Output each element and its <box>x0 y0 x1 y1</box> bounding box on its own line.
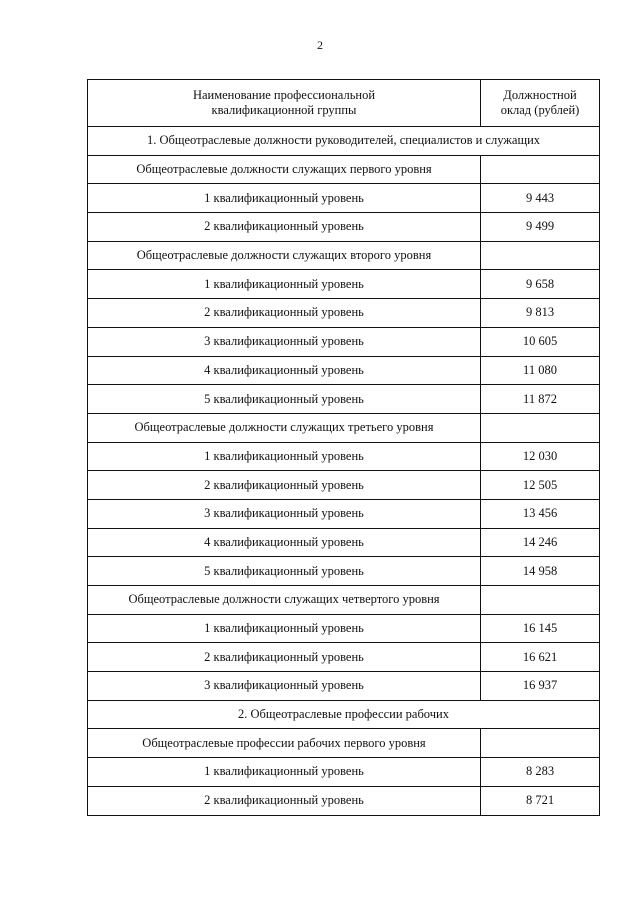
level-name: 2 квалификационный уровень <box>88 471 481 500</box>
group-salary-empty <box>481 241 600 270</box>
header-group-name <box>88 80 481 127</box>
group-salary-empty <box>481 586 600 615</box>
header-salary-line2: оклад (рублей) <box>500 103 580 117</box>
level-salary: 14 958 <box>481 557 600 586</box>
level-name: 3 квалификационный уровень <box>88 327 481 356</box>
salary-table-body <box>88 80 600 816</box>
level-name: 1 квалификационный уровень <box>88 442 481 471</box>
group-row <box>88 586 600 615</box>
group-title: Общеотраслевые должности служащих первого уровня <box>88 155 481 184</box>
salary-table <box>87 79 600 816</box>
group-row <box>88 413 600 442</box>
level-row <box>88 213 600 242</box>
section-row <box>88 700 600 729</box>
header-group-line2: квалификационной группы <box>211 103 357 117</box>
level-row <box>88 643 600 672</box>
section-title: 1. Общеотраслевые должности руководителей, специалистов и служащих <box>88 127 600 156</box>
level-row <box>88 786 600 815</box>
level-salary: 12 505 <box>481 471 600 500</box>
level-name: 1 квалификационный уровень <box>88 758 481 787</box>
level-salary: 16 937 <box>481 672 600 701</box>
level-row <box>88 614 600 643</box>
level-row <box>88 499 600 528</box>
section-title: 2. Общеотраслевые профессии рабочих <box>88 700 600 729</box>
table-header-row <box>88 80 600 127</box>
section-row <box>88 127 600 156</box>
level-salary: 9 443 <box>481 184 600 213</box>
level-name: 4 квалификационный уровень <box>88 356 481 385</box>
level-row <box>88 356 600 385</box>
level-salary: 13 456 <box>481 499 600 528</box>
level-name: 2 квалификационный уровень <box>88 786 481 815</box>
header-salary <box>481 80 600 127</box>
group-title: Общеотраслевые должности служащих четвертого уровня <box>88 586 481 615</box>
level-row <box>88 672 600 701</box>
group-title: Общеотраслевые должности служащих второго уровня <box>88 241 481 270</box>
header-salary-line1: Должностной <box>503 88 577 102</box>
level-name: 5 квалификационный уровень <box>88 385 481 414</box>
header-group-line1: Наименование профессиональной <box>192 88 376 102</box>
level-name: 1 квалификационный уровень <box>88 184 481 213</box>
level-name: 3 квалификационный уровень <box>88 672 481 701</box>
group-salary-empty <box>481 155 600 184</box>
level-row <box>88 471 600 500</box>
level-row <box>88 270 600 299</box>
level-row <box>88 299 600 328</box>
level-name: 1 квалификационный уровень <box>88 270 481 299</box>
level-name: 2 квалификационный уровень <box>88 299 481 328</box>
level-salary: 12 030 <box>481 442 600 471</box>
group-salary-empty <box>481 729 600 758</box>
level-salary: 9 658 <box>481 270 600 299</box>
level-salary: 14 246 <box>481 528 600 557</box>
level-salary: 16 145 <box>481 614 600 643</box>
group-title: Общеотраслевые профессии рабочих первого уровня <box>88 729 481 758</box>
level-name: 4 квалификационный уровень <box>88 528 481 557</box>
level-row <box>88 385 600 414</box>
level-name: 3 квалификационный уровень <box>88 499 481 528</box>
level-row <box>88 327 600 356</box>
level-row <box>88 557 600 586</box>
level-row <box>88 442 600 471</box>
level-salary: 11 080 <box>481 356 600 385</box>
level-salary: 8 283 <box>481 758 600 787</box>
level-salary: 8 721 <box>481 786 600 815</box>
level-salary: 11 872 <box>481 385 600 414</box>
group-title: Общеотраслевые должности служащих третьего уровня <box>88 413 481 442</box>
level-salary: 16 621 <box>481 643 600 672</box>
group-salary-empty <box>481 413 600 442</box>
group-row <box>88 155 600 184</box>
level-salary: 10 605 <box>481 327 600 356</box>
level-name: 2 квалификационный уровень <box>88 643 481 672</box>
level-row <box>88 758 600 787</box>
level-name: 1 квалификационный уровень <box>88 614 481 643</box>
level-salary: 9 813 <box>481 299 600 328</box>
group-row <box>88 729 600 758</box>
level-row <box>88 528 600 557</box>
page-number: 2 <box>317 38 323 52</box>
level-name: 5 квалификационный уровень <box>88 557 481 586</box>
level-salary: 9 499 <box>481 213 600 242</box>
level-name: 2 квалификационный уровень <box>88 213 481 242</box>
level-row <box>88 184 600 213</box>
group-row <box>88 241 600 270</box>
